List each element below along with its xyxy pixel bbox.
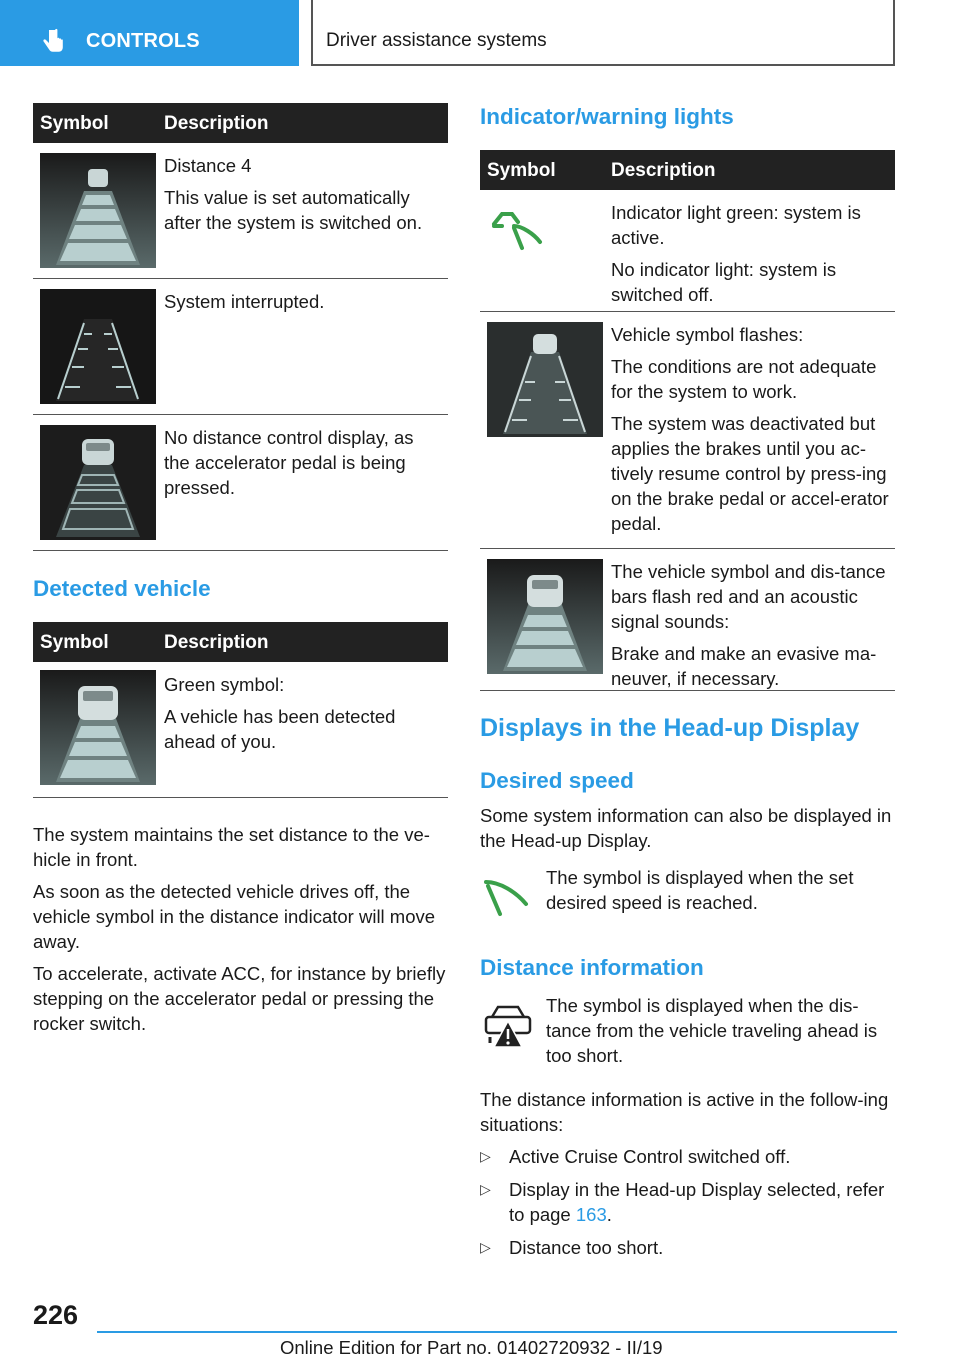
chapter-title: Driver assistance systems: [326, 30, 547, 51]
col-symbol: Symbol: [40, 113, 109, 134]
hand-pointer-icon: [40, 28, 66, 54]
table-row: [33, 143, 448, 279]
row-text: The system was deactivated but applies the brakes until you ac‐tively resume control by press‐ing on the brake pedal or accel‐erator pedal.: [611, 413, 889, 534]
edition-note: Online Edition for Part no. 01402720932 - II/19: [280, 1337, 663, 1358]
row-description: [164, 153, 444, 242]
col-description: Description: [164, 113, 269, 134]
page-link[interactable]: 163: [575, 1204, 607, 1225]
indicator-table: [480, 150, 895, 691]
row-text: Green symbol:: [164, 674, 285, 695]
desired-speed-icon: [482, 874, 532, 920]
bullet-triangle-icon: ▷: [480, 1239, 491, 1255]
section-title: Displays in the Head-up Display: [480, 714, 860, 742]
no-distance-control-icon: [40, 425, 156, 540]
distance-4-icon: [40, 153, 156, 268]
paragraph: The system maintains the set distance to the ve‐hicle in front.: [33, 824, 430, 870]
subsection-heading: Distance information: [480, 955, 704, 980]
situation-list: [480, 1144, 900, 1268]
vehicle-flashing-icon: [487, 322, 603, 437]
table-row: [480, 312, 895, 549]
row-text: System interrupted.: [164, 291, 325, 312]
detected-vehicle-table: [33, 622, 448, 798]
list-item: [480, 1177, 900, 1227]
page-number: 226: [33, 1300, 79, 1330]
paragraph: The distance information is active in the follow‐ing situations:: [480, 1089, 889, 1135]
header-underline: [311, 64, 895, 66]
col-symbol: Symbol: [40, 632, 109, 653]
bullet-triangle-icon: ▷: [480, 1181, 491, 1197]
row-text: No distance control display, as the accelerator pedal is being pressed.: [164, 427, 414, 498]
row-description: [164, 672, 444, 761]
body-text: [33, 822, 451, 1043]
row-text: Distance 4: [164, 155, 252, 176]
header-divider-right: [893, 0, 895, 66]
header-divider: [311, 0, 313, 66]
body-text: [480, 1087, 900, 1144]
icon-description: [546, 993, 896, 1075]
list-item-text: Distance too short.: [509, 1237, 664, 1258]
paragraph: The symbol is displayed when the dis‐tance from the vehicle traveling ahead is too short.: [546, 995, 878, 1066]
paragraph: The symbol is displayed when the set desired speed is reached.: [546, 867, 854, 913]
paragraph: To accelerate, activate ACC, for instance by briefly stepping on the accelerator pedal or pressing the rocker switch.: [33, 963, 446, 1034]
footer-rule: [97, 1331, 897, 1333]
list-item-text: Display in the Head-up Display selected, refer to page: [509, 1179, 885, 1225]
list-item: [480, 1235, 900, 1260]
list-item-tail: .: [606, 1204, 612, 1225]
list-item-text: Active Cruise Control switched off.: [509, 1146, 791, 1167]
row-text: This value is set automatically after the system is switched on.: [164, 187, 423, 233]
table-row: [33, 662, 448, 798]
col-symbol: Symbol: [487, 160, 556, 181]
table-row: [33, 415, 448, 551]
section-heading: Detected vehicle: [33, 576, 211, 601]
row-text: A vehicle has been detected ahead of you.: [164, 706, 396, 752]
row-text: Indicator light green: system is active.: [611, 202, 861, 248]
paragraph: As soon as the detected vehicle drives off, the vehicle symbol in the distance indicator will move away.: [33, 881, 436, 952]
section-tab[interactable]: [0, 0, 299, 66]
table-header: [480, 150, 895, 190]
row-description: [611, 322, 891, 543]
row-text: Brake and make an evasive ma‐neuver, if necessary.: [611, 643, 877, 689]
paragraph: Some system information can also be displayed in the Head-up Display.: [480, 805, 892, 851]
distance-symbols-table: [33, 103, 448, 551]
table-header: [33, 103, 448, 143]
row-description: [611, 559, 891, 698]
row-description: [164, 425, 444, 507]
table-row: [33, 279, 448, 415]
row-text: Vehicle symbol flashes:: [611, 324, 804, 345]
col-description: Description: [164, 632, 269, 653]
section-label: CONTROLS: [86, 30, 200, 52]
list-item: [480, 1144, 900, 1169]
row-description: [164, 289, 444, 321]
table-header: [33, 622, 448, 662]
distance-warning-icon: [482, 1003, 534, 1051]
speedometer-green-icon: [488, 204, 548, 254]
row-description: [611, 200, 891, 314]
row-text: The vehicle symbol and dis‐tance bars flash red and an acoustic signal sounds:: [611, 561, 886, 632]
subsection-heading: Desired speed: [480, 768, 634, 793]
table-row: [480, 549, 895, 691]
row-text: The conditions are not adequate for the system to work.: [611, 356, 877, 402]
col-description: Description: [611, 160, 716, 181]
row-text: No indicator light: system is switched off.: [611, 259, 837, 305]
detected-vehicle-icon: [40, 670, 156, 785]
section-heading: Indicator/warning lights: [480, 104, 734, 129]
system-interrupted-icon: [40, 289, 156, 404]
body-text: [480, 803, 900, 860]
icon-description: [546, 865, 896, 922]
table-row: [480, 190, 895, 312]
vehicle-red-bars-icon: [487, 559, 603, 674]
bullet-triangle-icon: ▷: [480, 1148, 491, 1164]
